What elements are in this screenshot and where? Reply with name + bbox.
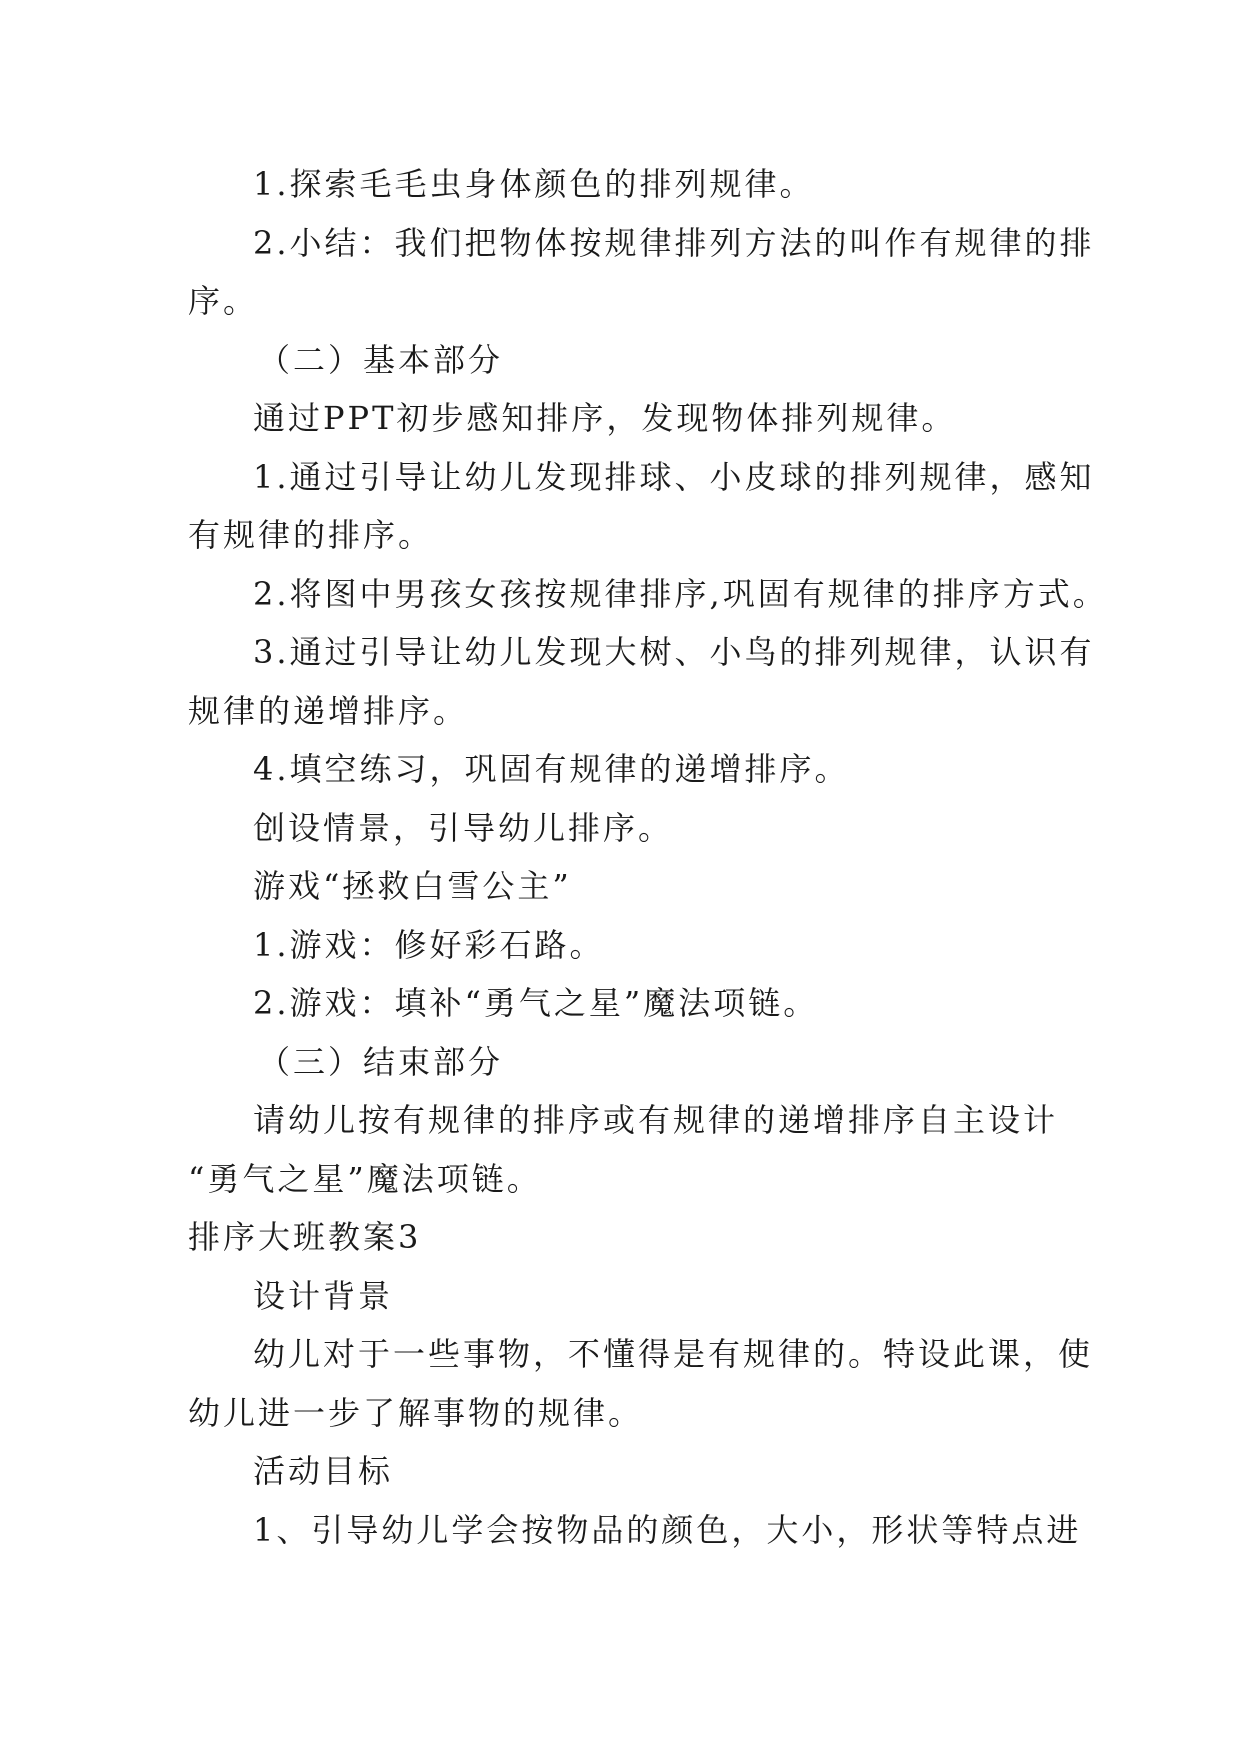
text-line: 2.将图中男孩女孩按规律排序,巩固有规律的排序方式。	[253, 575, 1108, 613]
text-line: 创设情景，引导幼儿排序。	[253, 809, 674, 847]
text-line: 幼儿对于一些事物，不懂得是有规律的。特设此课，使	[253, 1335, 1094, 1373]
text-line: 请幼儿按有规律的排序或有规律的递增排序自主设计	[253, 1101, 1059, 1139]
section-heading: （三）结束部分	[258, 1043, 504, 1081]
subheading: 设计背景	[253, 1277, 394, 1315]
text-line: 幼儿进一步了解事物的规律。	[188, 1394, 644, 1432]
text-line: 1.游戏：修好彩石路。	[253, 926, 605, 964]
text-line: 规律的递增排序。	[188, 692, 469, 730]
subheading: 活动目标	[253, 1452, 394, 1490]
text-line: 1、引导幼儿学会按物品的颜色，大小，形状等特点进	[253, 1511, 1082, 1549]
text-line: 游戏“拯救白雪公主”	[253, 867, 572, 905]
text-line: 2.小结：我们把物体按规律排列方法的叫作有规律的排	[253, 224, 1095, 262]
text-line: “勇气之星”魔法项链。	[188, 1160, 542, 1198]
text-line: 4.填空练习，巩固有规律的递增排序。	[253, 750, 850, 788]
text-line: 序。	[188, 282, 259, 320]
text-line: 3.通过引导让幼儿发现大树、小鸟的排列规律，认识有	[253, 633, 1095, 671]
text-line: 1.通过引导让幼儿发现排球、小皮球的排列规律，感知	[253, 458, 1095, 496]
document-title: 排序大班教案3	[188, 1218, 422, 1256]
text-line: 有规律的排序。	[188, 516, 434, 554]
section-heading: （二）基本部分	[258, 341, 504, 379]
text-line: 1.探索毛毛虫身体颜色的排列规律。	[253, 165, 815, 203]
text-line: 通过PPT初步感知排序，发现物体排列规律。	[253, 399, 957, 437]
text-line: 2.游戏：填补“勇气之星”魔法项链。	[253, 984, 819, 1022]
